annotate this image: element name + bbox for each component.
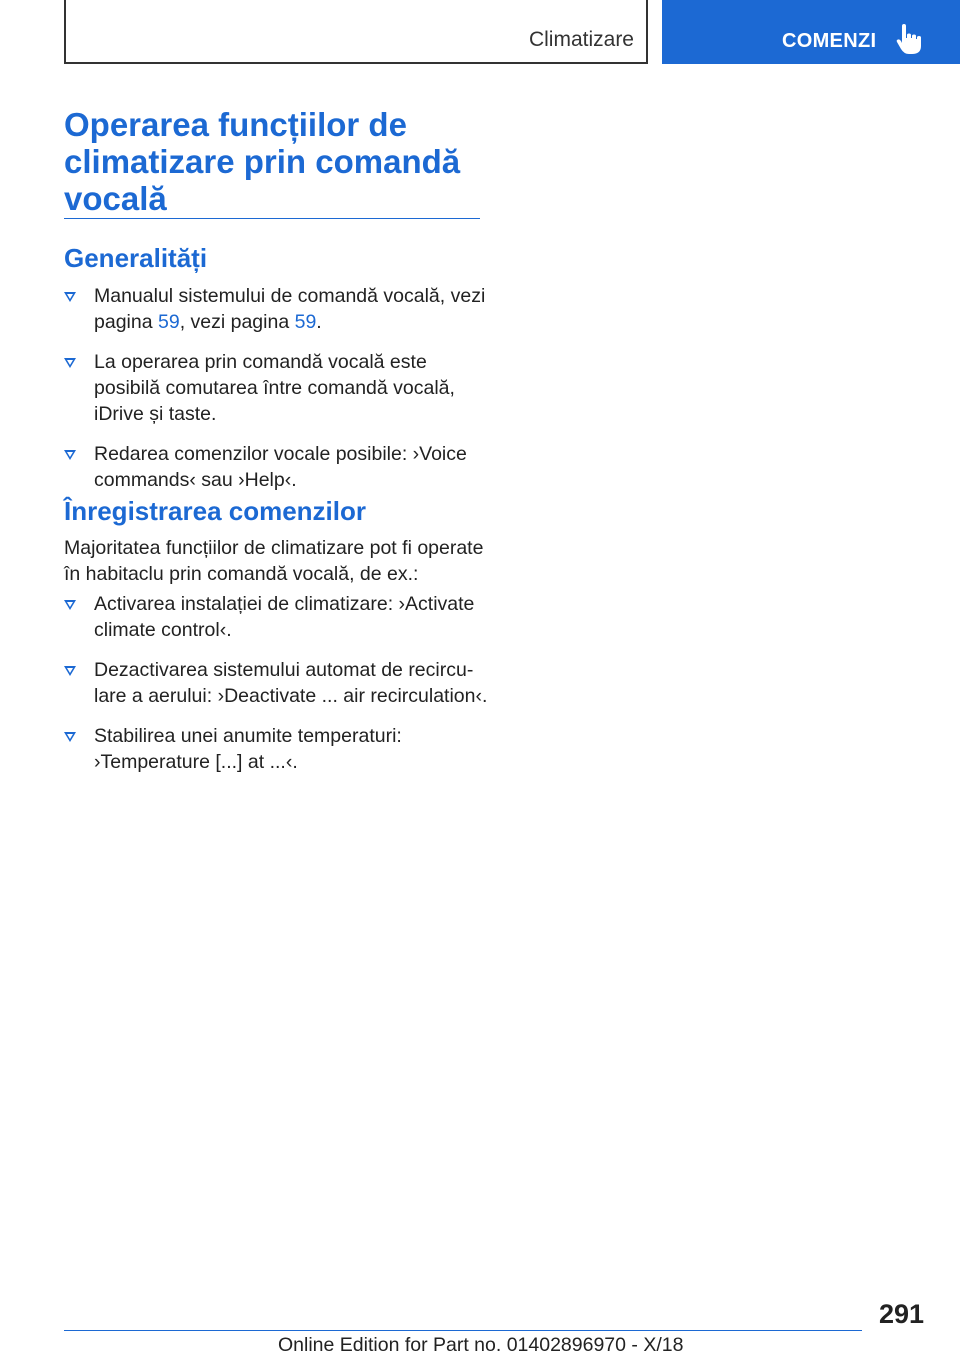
section-heading-recording: Înregistrarea comenzilor <box>64 496 366 526</box>
page-title: Operarea funcțiilor de climatizare prin comandă vocală <box>64 106 461 217</box>
footer-edition-text: Online Edition for Part no. 01402896970 - X/18 <box>278 1334 684 1356</box>
triangle-bullet-icon <box>64 450 76 460</box>
footer-divider <box>64 1330 862 1331</box>
list-item <box>64 723 488 775</box>
list-item-text: Manualul sistemului de comandă vocală, vezi pagina <box>94 285 486 333</box>
page-number: 291 <box>878 1299 924 1329</box>
section-heading-general: Generalități <box>64 243 208 273</box>
triangle-bullet-icon <box>64 358 76 368</box>
list-item <box>64 657 488 709</box>
triangle-bullet-icon <box>64 732 76 742</box>
list-item-text: . <box>316 311 322 333</box>
triangle-bullet-icon <box>64 292 76 302</box>
header-section-box <box>64 0 648 64</box>
list-item <box>64 441 488 493</box>
general-list <box>64 283 488 493</box>
list-item-text: Stabilirea unei anumite temperaturi: ›Temperature [...] at ...‹. <box>94 725 402 773</box>
list-item <box>64 349 488 427</box>
recording-list <box>64 591 488 775</box>
header-tab-label: COMENZI <box>782 30 877 52</box>
list-item-text: Dezactivarea sistemului automat de recirculare a aerului: ›Deactivate ... air recirculation‹. <box>94 659 488 707</box>
list-item-text: , vezi pagina <box>179 311 295 333</box>
title-divider <box>64 218 480 219</box>
triangle-bullet-icon <box>64 666 76 676</box>
list-item <box>64 591 488 643</box>
list-item-text: Redarea comenzilor vocale posibile: ›Voice commands‹ sau ›Help‹. <box>94 443 467 491</box>
header-section-title: Climatizare <box>528 28 634 51</box>
list-item <box>64 283 488 335</box>
recording-intro: Majoritatea funcțiilor de climatizare pot fi operate în habitaclu prin comandă vocală, de ex.: <box>64 537 484 585</box>
page-link-59[interactable]: 59 <box>294 311 317 333</box>
list-item-text: Activarea instalației de climatizare: ›Activate climate control‹. <box>94 593 475 641</box>
triangle-bullet-icon <box>64 600 76 610</box>
header-tab-comenzi[interactable] <box>662 0 960 64</box>
pointing-hand-icon <box>894 24 924 56</box>
page-link-59[interactable]: 59 <box>157 311 180 333</box>
list-item-text: La operarea prin comandă vocală este posibilă comutarea între comandă vocală, iDrive și taste. <box>94 351 455 425</box>
